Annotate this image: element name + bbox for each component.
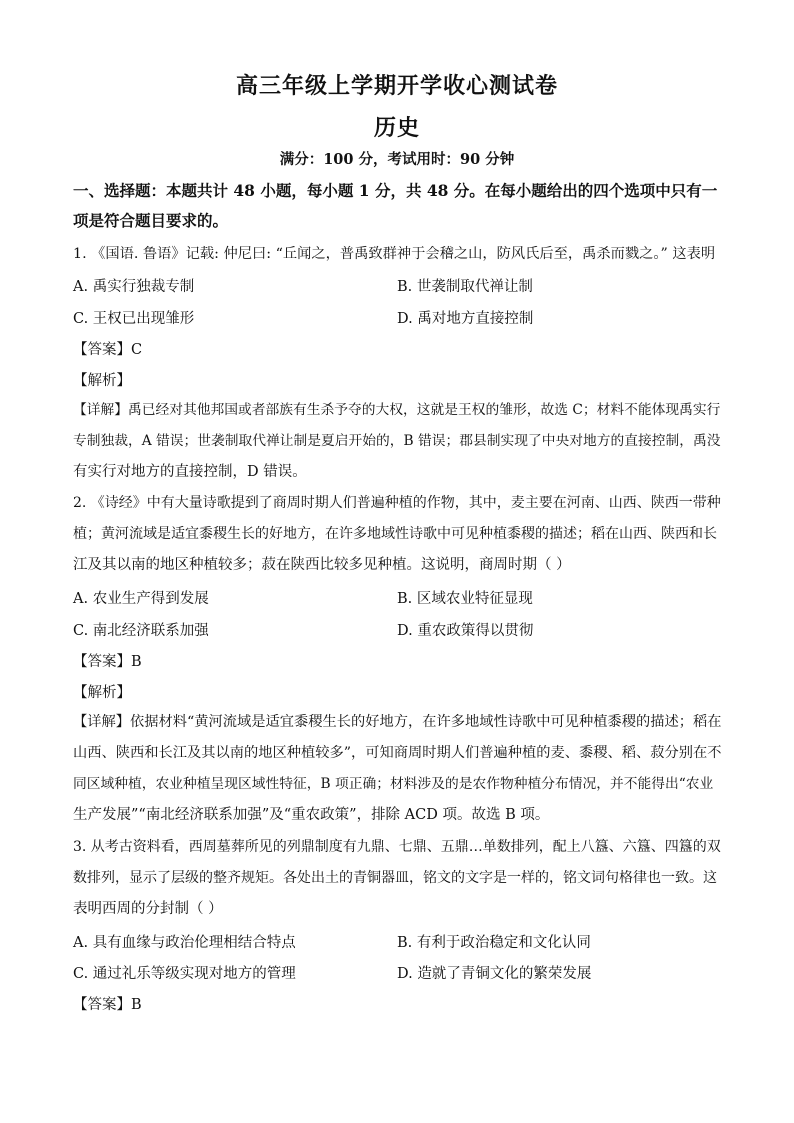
q3-option-c: C. 通过礼乐等级实现对地方的管理	[73, 966, 296, 982]
q2-option-c: C. 南北经济联系加强	[73, 623, 209, 639]
q2-detail-line1: 【详解】依据材料“黄河流域是适宜黍稷生长的好地方，在许多地域性诗歌中可见种植黍稷的描述；稻在	[73, 714, 722, 730]
q3-option-d: D. 造就了青铜文化的繁荣发展	[397, 966, 592, 982]
q1-stem-line1: 1. 《国语. 鲁语》记载: 仲尼曰: “丘闻之，普禹致群神于会稽之山，防风氏后至，禹杀而戮之。” 这表明	[73, 246, 716, 262]
q2-detail-line2: 山西、陕西和长江及其以南的地区种植较多”，可知商周时期人们普遍种植的麦、黍稷、稻、菽分别在不	[73, 745, 722, 761]
exam-info: 满分：100 分，考试用时：90 分钟	[279, 151, 515, 168]
q3-answer: 【答案】B	[73, 997, 142, 1013]
q2-option-d: D. 重农政策得以贯彻	[397, 623, 534, 639]
section-heading-line1: 一、选择题：本题共计 48 小题，每小题 1 分，共 48 分。在每小题给出的四个选项中只有一	[73, 181, 718, 200]
q2-option-a: A. 农业生产得到发展	[73, 591, 209, 607]
q1-detail-line1: 【详解】禹已经对其他邦国或者部族有生杀予夺的大权，这就是王权的雏形，故选 C；材料不能体现禹实行	[73, 402, 721, 418]
q2-analysis-label: 【解析】	[73, 685, 131, 701]
q1-option-b: B. 世袭制取代禅让制	[397, 279, 533, 295]
q3-option-a: A. 具有血缘与政治伦理相结合特点	[73, 935, 296, 951]
section-heading-line2: 项是符合题目要求的。	[73, 211, 229, 230]
q2-option-b: B. 区域农业特征显现	[397, 591, 533, 607]
q1-analysis-label: 【解析】	[73, 373, 131, 389]
q2-detail-line3: 同区域种植，农业种植呈现区域性特征，B 项正确；材料涉及的是农作物种植分布情况，并不能得出“农业	[73, 776, 714, 792]
q1-answer: 【答案】C	[73, 342, 143, 358]
q3-stem-line1: 3. 从考古资料看，西周墓葬所见的列鼎制度有九鼎、七鼎、五鼎…单数排列，配上八簋、六簋、四簋的双	[73, 839, 721, 855]
exam-title: 高三年级上学期开学收心测试卷	[235, 73, 558, 99]
q2-stem-line1: 2. 《诗经》中有大量诗歌提到了商周时期人们普遍种植的作物，其中，麦主要在河南、山西、陕西一带种	[73, 495, 721, 511]
q1-detail-line3: 有实行对地方的直接控制，D 错误。	[73, 464, 307, 480]
q1-option-c: C. 王权已出现雏形	[73, 311, 195, 327]
q2-stem-line3: 江及其以南的地区种植较多；菽在陕西比较多见种植。这说明，商周时期（ ）	[73, 557, 571, 573]
q2-answer: 【答案】B	[73, 654, 142, 670]
q2-stem-line2: 植；黄河流域是适宜黍稷生长的好地方，在许多地域性诗歌中可见种植黍稷的描述；稻在山西、陕西和长	[73, 526, 717, 542]
q1-option-a: A. 禹实行独裁专制	[73, 279, 195, 295]
q3-stem-line3: 表明西周的分封制（ ）	[73, 901, 223, 917]
exam-subject: 历史	[373, 115, 420, 141]
q3-option-b: B. 有利于政治稳定和文化认同	[397, 935, 591, 951]
q1-option-d: D. 禹对地方直接控制	[397, 311, 534, 327]
q2-detail-line4: 生产发展”“南北经济联系加强”及“重农政策”，排除 ACD 项。故选 B 项。	[73, 807, 550, 823]
q3-stem-line2: 数排列，显示了层级的整齐规矩。各处出土的青铜器皿，铭文的文字是一样的，铭文词句格律也一致。这	[73, 870, 717, 886]
q1-detail-line2: 专制独裁，A 错误；世袭制取代禅让制是夏启开始的，B 错误；郡县制实现了中央对地方的直接控制，禹没	[73, 433, 721, 449]
